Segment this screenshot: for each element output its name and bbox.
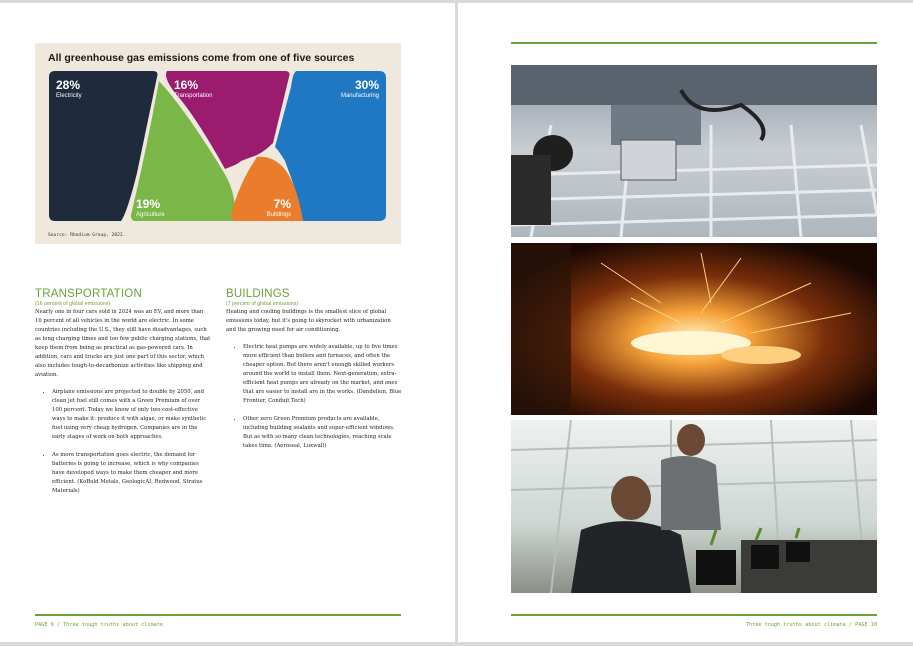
footer-left: PAGE 9 / Three tough truths about climate (35, 622, 164, 628)
transportation-intro: Nearly one in four cars sold in 2024 was an EV, and more than 10 percent of all vehicles in the world are electric. In some countries including the U.S., they still have disadvantages, such as long charging times and too few public charging stations, that keep them from being as practical as gas-powered cars. In addition, cars and trucks are just one part of this sector, which also includes tough-to-decarbonize activities like shipping and aviation. (35, 309, 211, 378)
buildings-bullets (226, 343, 402, 451)
footer-rule-left (35, 614, 401, 616)
transportation-subheading: (16 percent of global emissions) (35, 301, 111, 307)
label-manufacturing-pct: 30% (354, 78, 379, 92)
list-item: • Other zero Green Premium products are available, including building sealants and super-efficient windows. But as with so many clean technologies, reaching scale takes time. (Aeroseal, Luxwall) (243, 415, 402, 451)
footer-rule-right (511, 614, 877, 616)
label-manufacturing: Manufacturing (340, 93, 379, 99)
transportation-section (35, 288, 211, 505)
buildings-intro: Heating and cooling buildings is the smallest slice of global emissions today, but it's going to skyrocket with urbanization and the growing need for air conditioning. (226, 309, 391, 333)
emissions-chart (35, 43, 401, 244)
label-buildings: Buildings (266, 212, 291, 218)
list-item: • Electric heat pumps are widely available, up to five times more efficient than boilers and furnaces, and often the cheaper option. But there aren't enough skilled workers around the world to install them. Next-generation, extra-efficient heat pumps are already on the market, and ones that are easier to install are in the works. (Dandelion, Blue Frontier, Conduit Tech) (243, 343, 402, 406)
footer-right: Three tough truths about climate / PAGE 10 (745, 622, 877, 628)
label-electricity: Electricity (56, 93, 82, 99)
label-buildings-pct: 7% (273, 197, 291, 211)
transportation-heading: TRANSPORTATION (35, 288, 142, 300)
chart-source: Source: Rhodium Group, 2022. (48, 233, 126, 238)
photo-molten-metal (511, 243, 877, 415)
photo-greenhouse (511, 420, 877, 593)
photo-robotic-lab (511, 65, 877, 237)
buildings-section (226, 288, 402, 460)
emissions-chart-panel (35, 43, 401, 244)
top-rule (511, 42, 877, 44)
chart-title: All greenhouse gas emissions come from one of five sources (48, 52, 355, 64)
list-item: • Airplane emissions are projected to double by 2050, and clean jet fuel still comes with a Green Premium of over 100 percent. Today we know of only two cost-effective ways to make it: produce it with algae, or make synthetic fuel using very cheap hydrogen. Companies are in the early stages of work on both approaches. (52, 388, 211, 442)
list-item: • As more transportation goes electric, the demand for batteries is going to increase, which is why companies have developed ways to make them cheaper and more efficient. (KoBold Metals, GeologicAI, Redwood, Stratus Materials) (52, 451, 211, 496)
buildings-heading: BUILDINGS (226, 288, 290, 300)
label-transportation-pct: 16% (174, 78, 199, 92)
transportation-bullets (35, 388, 211, 496)
label-agriculture: Agriculture (136, 212, 165, 218)
label-transportation: Transportation (174, 93, 213, 99)
buildings-subheading: (7 percent of global emissions) (226, 301, 299, 307)
label-electricity-pct: 28% (56, 78, 81, 92)
label-agriculture-pct: 19% (136, 197, 161, 211)
